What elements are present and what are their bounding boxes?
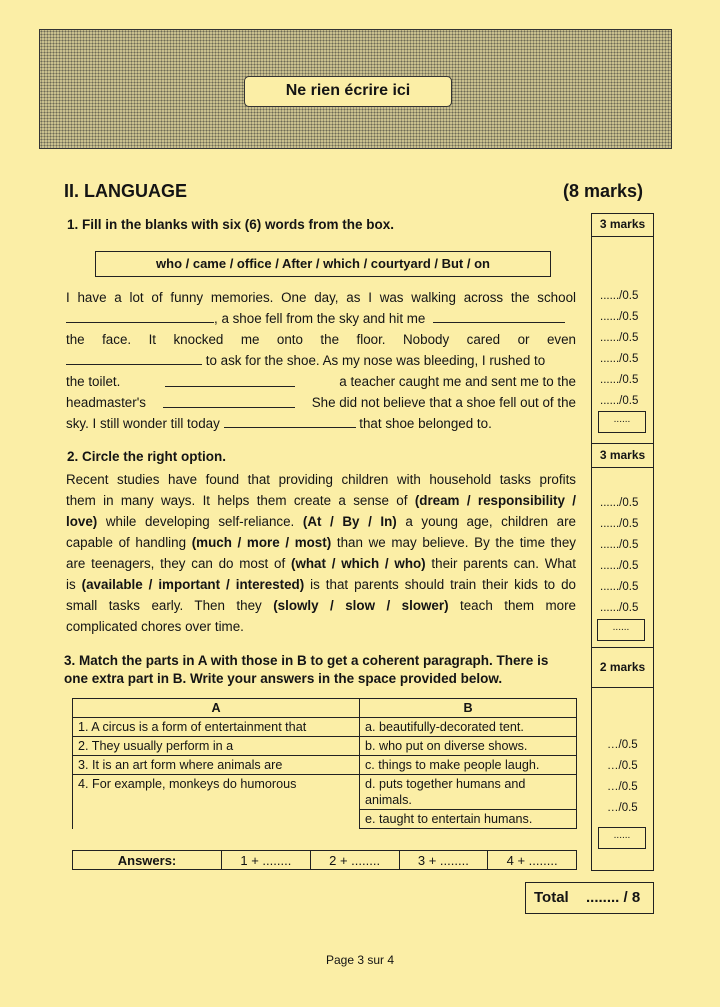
q1-mark-6: ....../0.5 [600, 395, 639, 407]
matching-table [72, 698, 577, 829]
section-marks: (8 marks) [563, 181, 644, 201]
q2-mark-2: ....../0.5 [600, 518, 639, 530]
q3-score-box[interactable]: ...... [598, 827, 646, 849]
answer-2[interactable]: 2 + ........ [310, 851, 399, 870]
q3-marks-header: 2 marks [591, 648, 654, 688]
answers-label: Answers: [73, 851, 222, 870]
q2-marks-header: 3 marks [591, 444, 654, 468]
q1-score-box[interactable]: ...... [598, 411, 646, 433]
option-group-3[interactable]: (much / more / most) [191, 535, 332, 550]
part-b-b: b. who put on diverse shows. [360, 737, 577, 756]
option-group-2[interactable]: (At / By / In) [302, 514, 397, 529]
q1-paragraph: I have a lot of funny memories. One day, as I was walking across the school , a shoe fell from the sky and hit me the face. It knocked me onto the floor. Nobody cared or even to ask for the shoe. As my nose was bleeding, I rushed to the toilet. a teacher caught me and sent me to the headmaster's She did not believe that a shoe fell out of the sky. I still wonder till today that shoe belonged to. [66, 290, 576, 431]
blank-5[interactable] [163, 396, 295, 408]
q2-mark-3: ....../0.5 [600, 539, 639, 551]
q3-mark-4: …/0.5 [607, 802, 638, 814]
word-box: who / came / office / After / which / courtyard / But / on [95, 251, 551, 277]
q1-mark-2: ....../0.5 [600, 311, 639, 323]
q1-title: 1. Fill in the blanks with six (6) words from the box. [67, 217, 395, 232]
q2-mark-4: ....../0.5 [600, 560, 639, 572]
part-a-2: 2. They usually perform in a [73, 737, 360, 756]
part-a-1: 1. A circus is a form of entertainment that [73, 718, 360, 737]
answer-1[interactable]: 1 + ........ [222, 851, 311, 870]
blank-1[interactable] [66, 311, 214, 323]
part-a-4: 4. For example, monkeys do humorous [73, 775, 360, 829]
q3-mark-3: …/0.5 [607, 781, 638, 793]
column-a-header: A [73, 699, 360, 718]
total-label: Total [534, 889, 569, 906]
option-group-5[interactable]: (available / important / interested) [81, 577, 305, 592]
q1-mark-3: ....../0.5 [600, 332, 639, 344]
blank-4[interactable] [165, 375, 295, 387]
q2-paragraph: Recent studies have found that providing children with household tasks profits them in many ways. It helps them create a sense of (dream / responsibility / love) while developing self-reliance. (At / By / In) a young age, children are capable of handling (much / more / most) than we may believe. By the time they are teenagers, they can do most of (what / which / who) their parents can. What is (available / important / interested) is that parents should train their kids to do small tasks early. Then they (slowly / slow / slower) teach them more complicated chores over time. [66, 472, 577, 634]
total-value[interactable]: ........ / 8 [586, 889, 641, 906]
part-a-3: 3. It is an art form where animals are [73, 756, 360, 775]
part-b-d: d. puts together humans and animals. [360, 775, 577, 810]
answer-4[interactable]: 4 + ........ [488, 851, 577, 870]
answer-3[interactable]: 3 + ........ [399, 851, 488, 870]
option-group-1[interactable]: (dream / responsibility / [414, 493, 577, 508]
answers-table [72, 850, 577, 870]
do-not-write-label: Ne rien écrire ici [244, 76, 452, 107]
blank-3[interactable] [66, 353, 202, 365]
part-b-a: a. beautifully-decorated tent. [360, 718, 577, 737]
blank-6[interactable] [224, 416, 356, 428]
page-number: Page 3 sur 4 [325, 953, 395, 967]
q2-mark-5: ....../0.5 [600, 581, 639, 593]
q2-score-box[interactable]: ...... [597, 619, 645, 641]
q1-marks-header: 3 marks [591, 213, 654, 237]
q2-mark-1: ....../0.5 [600, 497, 639, 509]
option-group-6[interactable]: (slowly / slow / slower) [273, 598, 449, 613]
q2-mark-6: ....../0.5 [600, 602, 639, 614]
column-b-header: B [360, 699, 577, 718]
total-box [525, 882, 654, 914]
q3-mark-2: …/0.5 [607, 760, 638, 772]
q1-mark-1: ....../0.5 [600, 290, 639, 302]
q2-title: 2. Circle the right option. [67, 449, 227, 464]
part-b-e: e. taught to entertain humans. [360, 810, 577, 829]
option-group-4[interactable]: (what / which / who) [290, 556, 426, 571]
q1-mark-4: ....../0.5 [600, 353, 639, 365]
q3-title: 3. Match the parts in A with those in B to get a coherent paragraph. There is one extra part in B. Write your answers in the space provided below. [64, 653, 549, 686]
q1-mark-5: ....../0.5 [600, 374, 639, 386]
q3-mark-1: …/0.5 [607, 739, 638, 751]
part-b-c: c. things to make people laugh. [360, 756, 577, 775]
section-title: II. LANGUAGE [64, 181, 188, 201]
blank-2[interactable] [433, 311, 565, 323]
